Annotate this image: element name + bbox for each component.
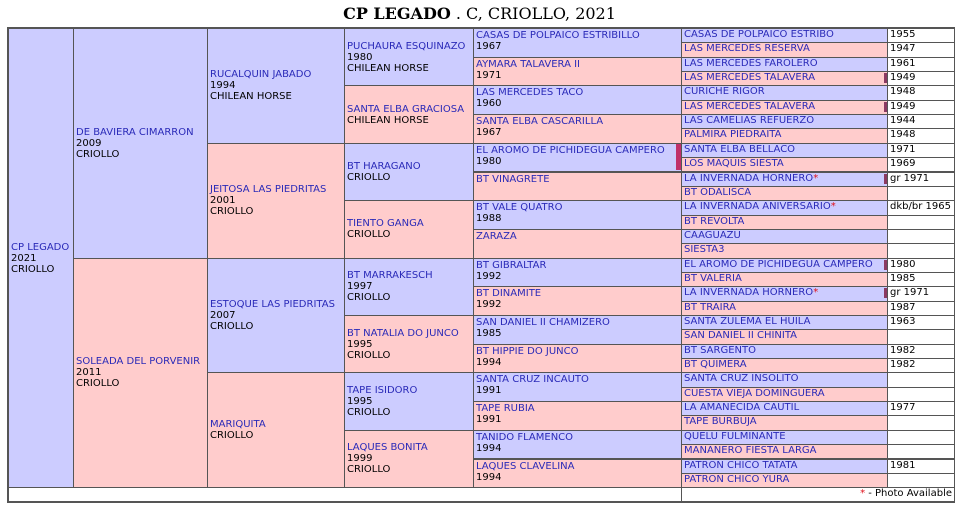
horse-name-link[interactable]: SAN DANIEL II CHINITA: [684, 330, 798, 342]
horse-year: 1995: [347, 396, 373, 408]
horse-name-link[interactable]: BT MARRAKESCH: [347, 270, 433, 282]
gen5-cell: [681, 114, 888, 129]
horse-year: 1994: [476, 471, 502, 483]
gen5-year: 1949: [887, 71, 955, 86]
gen4-cell: [473, 114, 682, 144]
gen5-cell: [681, 157, 888, 172]
gen5-year: 1982: [887, 344, 955, 359]
photo-available-note: - Photo Available: [865, 488, 952, 500]
gen5-year: [887, 186, 955, 201]
horse-breed: CRIOLLO: [347, 349, 391, 361]
gen5-year: gr 1971: [887, 286, 955, 301]
gen5-cell: [681, 301, 888, 316]
photo-star-icon: *: [813, 287, 819, 299]
horse-name-link[interactable]: LAQUES BONITA: [347, 442, 428, 454]
horse-name-link[interactable]: CASAS DE POLPAICO ESTRIBO: [684, 29, 834, 40]
horse-name-link[interactable]: EL AROMO DE PICHIDEGUA CAMPERO: [476, 144, 665, 156]
horse-name-link[interactable]: LAS MERCEDES RESERVA: [684, 43, 810, 55]
gen3-cell: [344, 258, 474, 316]
horse-name-link[interactable]: LAS CAMELIAS REFUERZO: [684, 115, 815, 127]
horse-name-link[interactable]: BT REVOLTA: [684, 215, 745, 227]
gen4-cell: [473, 286, 682, 316]
horse-year: 2009: [76, 137, 102, 149]
horse-year: 2011: [76, 367, 102, 379]
gen2-cell: [207, 258, 345, 374]
gen5-year: [887, 329, 955, 344]
horse-name-link[interactable]: SANTA CRUZ INSOLITO: [684, 373, 799, 385]
photo-star-icon: *: [813, 172, 819, 184]
gen3-cell: [344, 372, 474, 430]
horse-name-link[interactable]: ESTOQUE LAS PIEDRITAS: [210, 298, 335, 310]
horse-name-link[interactable]: BT QUIMERA: [684, 359, 747, 371]
gen3-cell: [344, 85, 474, 143]
horse-name-link[interactable]: CP LEGADO: [11, 241, 70, 253]
gen1-cell: [73, 258, 208, 489]
horse-year: 1967: [476, 127, 502, 139]
gen4-cell: [473, 28, 682, 58]
horse-breed: CRIOLLO: [210, 206, 254, 218]
gen2-cell: [207, 372, 345, 488]
gen5-year: [887, 387, 955, 402]
horse-name-link[interactable]: LOS MAQUIS SIESTA: [684, 158, 784, 170]
horse-year: 1991: [476, 385, 502, 397]
gen5-year: [887, 415, 955, 430]
gen4-cell: [473, 459, 682, 489]
horse-breed: CHILEAN HORSE: [347, 62, 429, 74]
horse-name-link[interactable]: SANTA CRUZ INCAUTO: [476, 374, 589, 386]
horse-breed: CHILEAN HORSE: [210, 91, 292, 103]
gen5-year: 1971: [887, 143, 955, 158]
gen5-year: 1948: [887, 128, 955, 143]
horse-name-link[interactable]: AYMARA TALAVERA II: [476, 58, 580, 70]
horse-name-link[interactable]: LAS MERCEDES TALAVERA: [684, 72, 816, 84]
horse-name-link[interactable]: SIESTA3: [684, 244, 725, 256]
gen5-year: [887, 473, 955, 488]
gen5-year: [887, 430, 955, 445]
gen2-cell: [207, 143, 345, 259]
horse-year: 1995: [347, 338, 373, 350]
gen5-cell: [681, 172, 888, 187]
horse-breed: CRIOLLO: [11, 263, 55, 275]
horse-name-title: CP LEGADO: [343, 4, 451, 23]
horse-year: 2001: [210, 195, 236, 207]
gen4-cell: [473, 344, 682, 374]
gen5-year: [887, 229, 955, 244]
gen5-cell: [681, 459, 888, 474]
photo-star-icon: *: [830, 201, 836, 213]
horse-name-link[interactable]: BT ODALISCA: [684, 186, 752, 198]
gen4-cell: [473, 430, 682, 460]
gen4-cell: [473, 57, 682, 87]
gen5-cell: [681, 430, 888, 445]
gen5-year: [887, 215, 955, 230]
horse-name-link[interactable]: SANTA ELBA GRACIOSA: [347, 103, 465, 115]
gen5-cell: [681, 42, 888, 57]
gen5-year: [887, 372, 955, 387]
gen3-cell: [344, 430, 474, 488]
gen5-cell: [681, 401, 888, 416]
horse-breed: CHILEAN HORSE: [347, 114, 429, 126]
pedigree-table: [7, 27, 955, 503]
horse-name-link[interactable]: BT VALE QUATRO: [476, 202, 563, 214]
gen5-year: 1961: [887, 57, 955, 72]
horse-name-link[interactable]: BT HIPPIE DO JUNCO: [476, 345, 579, 357]
horse-name-link[interactable]: BT DINAMITE: [476, 288, 542, 300]
horse-breed: CRIOLLO: [76, 378, 120, 390]
gen5-cell: [681, 286, 888, 301]
gen5-cell: [681, 243, 888, 258]
horse-breed: CRIOLLO: [347, 292, 391, 304]
horse-name-link[interactable]: BT VALERIA: [684, 272, 742, 284]
horse-year: 1971: [476, 69, 502, 81]
gen5-cell: [681, 473, 888, 488]
horse-name-link[interactable]: LA INVERNADA HORNERO: [684, 172, 814, 184]
gen4-cell: [473, 315, 682, 345]
gen5-year: 1982: [887, 358, 955, 373]
horse-name-link[interactable]: TIENTO GANGA: [347, 218, 424, 230]
horse-year: 1992: [476, 299, 502, 311]
gen3-cell: [344, 28, 474, 86]
horse-name-link[interactable]: BT GIBRALTAR: [476, 259, 547, 271]
horse-name-link[interactable]: TANIDO FLAMENCO: [476, 431, 574, 443]
horse-name-link[interactable]: CAAGUAZU: [684, 229, 741, 241]
gen2-cell: [207, 28, 345, 144]
horse-name-link[interactable]: EL AROMO DE PICHIDEGUA CAMPERO: [684, 258, 873, 270]
gen5-year: dkb/br 1965: [887, 200, 955, 215]
horse-details: . C, CRIOLLO, 2021: [455, 4, 616, 23]
gen4-cell: [473, 85, 682, 115]
horse-name-link[interactable]: TAPE RUBIA: [476, 403, 535, 415]
gen5-year: 1963: [887, 315, 955, 330]
gen5-cell: [681, 372, 888, 387]
horse-year: 1999: [347, 453, 373, 465]
horse-name-link[interactable]: LAS MERCEDES FAROLERO: [684, 57, 818, 69]
horse-name-link[interactable]: SANTA ELBA CASCARILLA: [476, 116, 604, 128]
gen5-year: [887, 444, 955, 459]
horse-year: 1991: [476, 414, 502, 426]
footer-left: [8, 487, 682, 502]
horse-name-link[interactable]: LA AMANECIDA CAUTIL: [684, 402, 800, 414]
horse-name-link[interactable]: BT VINAGRETE: [476, 173, 550, 185]
gen4-cell: [473, 372, 682, 402]
gen5-year: 1981: [887, 459, 955, 474]
horse-name-link[interactable]: PUCHAURA ESQUINAZO: [347, 40, 466, 52]
horse-name-link[interactable]: LAQUES CLAVELINA: [476, 460, 575, 472]
gen5-cell: [681, 85, 888, 100]
gen5-year: gr 1971: [887, 172, 955, 187]
gen5-cell: [681, 229, 888, 244]
horse-name-link[interactable]: BT NATALIA DO JUNCO: [347, 327, 459, 339]
gen5-cell: [681, 415, 888, 430]
gen4-cell: [473, 143, 682, 173]
page-title: [0, 4, 959, 23]
horse-name-link[interactable]: CASAS DE POLPAICO ESTRIBILLO: [476, 30, 640, 41]
horse-breed: CRIOLLO: [347, 407, 391, 419]
gen5-cell: [681, 315, 888, 330]
gen3-cell: [344, 315, 474, 373]
horse-breed: CRIOLLO: [76, 148, 120, 160]
gen5-cell: [681, 329, 888, 344]
gen5-year: [887, 243, 955, 258]
horse-name-link[interactable]: LAS MERCEDES TACO: [476, 87, 584, 99]
horse-name-link[interactable]: MANANERO FIESTA LARGA: [684, 445, 817, 457]
gen4-cell: [473, 200, 682, 230]
horse-year: 1985: [476, 328, 502, 339]
gen5-cell: [681, 143, 888, 158]
gen5-cell: [681, 387, 888, 402]
gen5-year: 1977: [887, 401, 955, 416]
horse-name-link[interactable]: BT TRAIRA: [684, 301, 736, 313]
gen5-cell: [681, 28, 888, 43]
horse-year: 1994: [476, 442, 502, 454]
gen4-cell: [473, 172, 682, 202]
gen5-year: 1985: [887, 272, 955, 287]
horse-name-link[interactable]: SAN DANIEL II CHAMIZERO: [476, 317, 610, 328]
horse-name-link[interactable]: CURICHE RIGOR: [684, 86, 765, 98]
horse-name-link[interactable]: SANTA ZULEMA EL HUILA: [684, 316, 811, 327]
gen5-year: 1980: [887, 258, 955, 273]
horse-year: 1980: [347, 51, 373, 63]
horse-name-link[interactable]: BT SARGENTO: [684, 344, 756, 356]
horse-year: 2007: [210, 309, 236, 321]
gen5-cell: [681, 258, 888, 273]
horse-name-link[interactable]: PALMIRA PIEDRAITA: [684, 129, 782, 141]
subject-cell: [8, 28, 74, 488]
horse-year: 1992: [476, 270, 502, 282]
horse-year: 1988: [476, 213, 502, 225]
gen5-cell: [681, 71, 888, 86]
horse-name-link[interactable]: TAPE BURBUJA: [684, 416, 757, 428]
horse-year: 2021: [11, 252, 37, 264]
horse-name-link[interactable]: LA INVERNADA ANIVERSARIO: [684, 201, 831, 213]
horse-breed: CRIOLLO: [347, 171, 391, 183]
horse-breed: CRIOLLO: [210, 430, 254, 442]
horse-name-link[interactable]: DE BAVIERA CIMARRON: [76, 126, 194, 138]
horse-name-link[interactable]: QUELU FULMINANTE: [684, 430, 786, 442]
gen5-cell: [681, 128, 888, 143]
gen5-cell: [681, 344, 888, 359]
gen5-cell: [681, 200, 888, 215]
gen5-year: 1944: [887, 114, 955, 129]
horse-name-link[interactable]: ZARAZA: [476, 230, 517, 242]
gen5-cell: [681, 272, 888, 287]
gen4-cell: [473, 229, 682, 259]
gen5-year: 1947: [887, 42, 955, 57]
horse-name-link[interactable]: SANTA ELBA BELLACO: [684, 143, 796, 155]
gen1-cell: [73, 28, 208, 259]
footer-legend: [681, 487, 955, 502]
horse-name-link[interactable]: PATRON CHICO TATATA: [684, 459, 798, 471]
photo-star-icon: *: [860, 488, 866, 500]
horse-year: 1994: [210, 80, 236, 92]
gen4-cell: [473, 258, 682, 288]
gen5-cell: [681, 215, 888, 230]
gen5-year: 1969: [887, 157, 955, 172]
gen5-year: 1948: [887, 85, 955, 100]
horse-year: 1994: [476, 356, 502, 368]
gen5-cell: [681, 100, 888, 115]
gen5-year: 1955: [887, 28, 955, 43]
horse-breed: CRIOLLO: [347, 464, 391, 476]
gen5-cell: [681, 57, 888, 72]
gen3-cell: [344, 200, 474, 258]
horse-name-link[interactable]: CUESTA VIEJA DOMINGUERA: [684, 387, 825, 399]
gen3-cell: [344, 143, 474, 201]
horse-name-link[interactable]: MARIQUITA: [210, 419, 266, 431]
horse-name-link[interactable]: SOLEADA DEL PORVENIR: [76, 356, 201, 368]
horse-name-link[interactable]: RUCALQUIN JABADO: [210, 69, 312, 81]
horse-breed: CRIOLLO: [347, 229, 391, 241]
horse-year: 1997: [347, 281, 373, 293]
horse-year: 1980: [476, 155, 502, 167]
gen4-cell: [473, 401, 682, 431]
horse-year: 1967: [476, 41, 502, 52]
gen5-year: 1987: [887, 301, 955, 316]
horse-name-link[interactable]: TAPE ISIDORO: [347, 385, 418, 397]
horse-breed: CRIOLLO: [210, 320, 254, 332]
horse-name-link[interactable]: BT HARAGANO: [347, 160, 421, 172]
gen5-cell: [681, 186, 888, 201]
gen5-cell: [681, 444, 888, 459]
horse-name-link[interactable]: PATRON CHICO YURA: [684, 473, 790, 485]
horse-name-link[interactable]: JEITOSA LAS PIEDRITAS: [210, 184, 327, 196]
gen5-cell: [681, 358, 888, 373]
gen5-year: 1949: [887, 100, 955, 115]
horse-name-link[interactable]: LA INVERNADA HORNERO: [684, 287, 814, 299]
horse-year: 1960: [476, 98, 502, 110]
horse-name-link[interactable]: LAS MERCEDES TALAVERA: [684, 100, 816, 112]
